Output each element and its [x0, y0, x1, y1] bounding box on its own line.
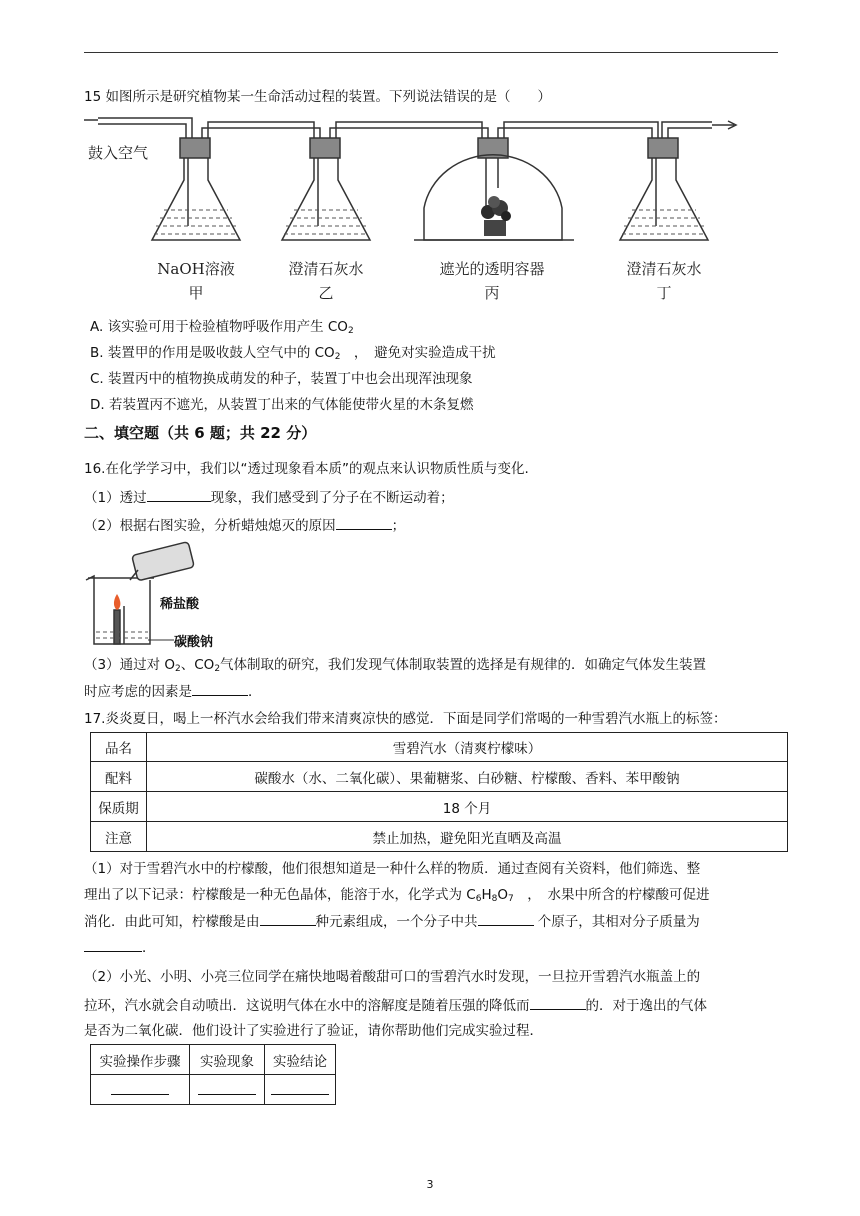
q16-candle-figure	[84, 536, 244, 648]
header-rule	[84, 52, 778, 53]
answer-blank-phenomenon	[198, 1081, 256, 1095]
flask-jia-name: 甲	[188, 284, 204, 302]
table-row	[91, 1075, 336, 1105]
container-bing-content: 遮光的透明容器	[439, 260, 545, 278]
q16-part2: （2）根据右图实验，分析蜡烛熄灭的原因 ；	[84, 518, 406, 534]
q17-stem: 17.炎炎夏日，喝上一杯汽水会给我们带来清爽凉快的感觉．下面是同学们常喝的一种雪碧汽水瓶上的标签：	[84, 711, 727, 727]
q16-part3-line2: 时应考虑的因素是 ．	[84, 684, 262, 700]
sprite-label-table	[90, 732, 788, 852]
table-row: 配料 碳酸水（水、二氧化碳）、果葡糖浆、白砂糖、柠檬酸、香料、苯甲酸钠	[91, 762, 788, 792]
label-sodium-carbonate: 碳酸钠	[174, 635, 214, 648]
q15-stem: 15 如图所示是研究植物某一生命活动过程的装置。下列说法错误的是（ ）	[84, 89, 551, 105]
table-header-row: 实验操作步骤 实验现象 实验结论	[91, 1045, 336, 1075]
flask-yi-name: 乙	[318, 284, 334, 302]
q15-option-a: A. 该实验可用于检验植物呼吸作用产生 $CO_2$	[90, 319, 354, 336]
table-row: 品名 雪碧汽水（清爽柠檬味）	[91, 733, 788, 762]
q17-part2-line3: 是否为二氧化碳．他们设计了实验进行了验证，请你帮助他们完成实验过程．	[84, 1023, 543, 1039]
experiment-table	[90, 1044, 336, 1105]
inlet-label: 鼓入空气	[88, 144, 149, 162]
section-2-title: 二、填空题（共 6 题；共 22 分）	[84, 424, 317, 442]
answer-blank-conclusion	[271, 1081, 329, 1095]
table-row: 注意 禁止加热，避免阳光直晒及高温	[91, 822, 788, 852]
q17-part1-line2: 理出了以下记录：柠檬酸是一种无色晶体，能溶于水，化学式为 $C_6H_8O_7$ ， 水果中所含的柠檬酸可促进	[84, 887, 710, 904]
q15-option-b: B. 装置甲的作用是吸收鼓人空气中的 $CO_2$ ， 避免对实验造成干扰	[90, 345, 496, 362]
q15-option-d: D. 若装置丙不遮光，从装置丁出来的气体能使带火星的木条复燃	[90, 397, 474, 413]
container-bing-name: 丙	[484, 284, 500, 302]
q16-stem: 16.在化学学习中，我们以“透过现象看本质”的观点来认识物质性质与变化.	[84, 461, 529, 477]
q17-part2-line2: 拉环，汽水就会自动喷出．这说明气体在水中的溶解度是随着压强的降低而 的．对于逸出的气体	[84, 998, 707, 1014]
q17-part2-line1: （2）小光、小明、小亮三位同学在痛快地喝着酸甜可口的雪碧汽水时发现，一旦拉开雪碧汽水瓶盖上的	[84, 969, 701, 985]
q16-part1: （1）透过 现象，我们感受到了分子在不断运动着；	[84, 490, 454, 506]
page-number: 3	[426, 1178, 434, 1191]
flask-yi-content: 澄清石灰水	[288, 260, 364, 278]
q15-apparatus-figure	[84, 108, 774, 308]
q15-option-c: C. 装置丙中的植物换成萌发的种子，装置丁中也会出现浑浊现象	[90, 371, 473, 387]
q17-part1-line3: 消化．由此可知，柠檬酸是由 种元素组成，一个分子中共 个原子，其相对分子质量为	[84, 914, 700, 930]
label-dilute-hcl: 稀盐酸	[160, 597, 200, 612]
flask-jia-content: NaOH溶液	[157, 260, 235, 278]
flame-icon	[114, 594, 120, 610]
q16-part3-line1: （3）通过对 $O_2$、$CO_2$气体制取的研究，我们发现气体制取装置的选择是有规律的．如确定气体发生装置	[84, 657, 707, 674]
flask-ding-name: 丁	[656, 284, 672, 302]
answer-blank-step	[111, 1081, 169, 1095]
flask-ding-content: 澄清石灰水	[626, 260, 702, 278]
q17-part1-line4: ．	[84, 938, 156, 957]
table-row: 保质期 18 个月	[91, 792, 788, 822]
q17-part1-line1: （1）对于雪碧汽水中的柠檬酸，他们很想知道是一种什么样的物质．通过查阅有关资料，他们筛选、整	[84, 861, 701, 877]
